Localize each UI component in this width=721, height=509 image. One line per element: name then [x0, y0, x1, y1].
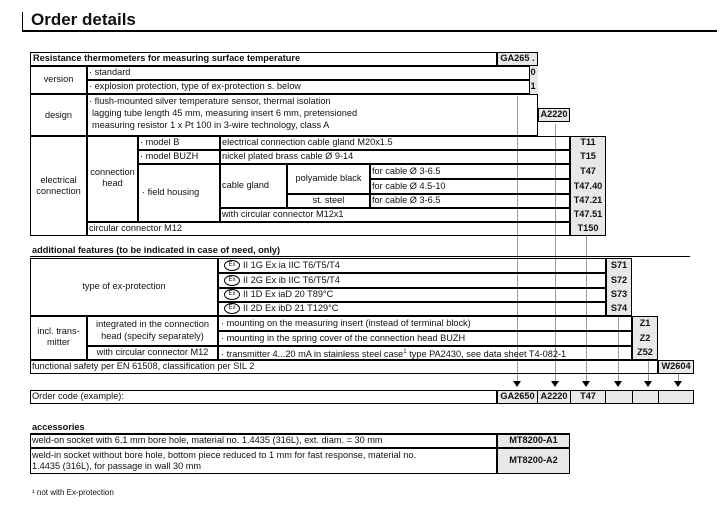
version-row	[87, 66, 530, 80]
el-code: T11	[580, 137, 596, 147]
order-code-value: GA2650	[500, 391, 535, 401]
trans-row-text: · transmitter 4...20 mA in stainless steel case	[221, 349, 404, 360]
safety-text: functional safety per EN 61508, classification per SIL 2	[32, 361, 255, 371]
order-code-value: T47	[580, 391, 596, 401]
design-line: · flush-mounted silver temperature sensor, thermal isolation	[89, 96, 331, 106]
trans-row-text: · mounting in the spring cover of the connection head BUZH	[221, 333, 466, 343]
accessory-code: MT8200-A2	[509, 455, 558, 465]
trans-row	[221, 347, 566, 360]
arrow-down-icon	[513, 381, 521, 387]
el-code: T47.21	[573, 195, 603, 205]
model-buzh-label: · model BUZH	[140, 151, 199, 161]
arrow-down-icon	[582, 381, 590, 387]
ex-code: S72	[610, 275, 628, 285]
order-code-cell	[605, 390, 633, 404]
polyamide-label: polyamide black	[295, 173, 362, 183]
el-row-text: with circular connector M12x1	[222, 209, 344, 219]
ex-row-text: II 2D Ex ibD 21 T129°C	[243, 303, 339, 313]
title-left-rule	[22, 12, 23, 32]
order-code-label: Order code (example):	[32, 391, 124, 401]
ex-row	[224, 260, 340, 271]
footnote-ref: 1	[403, 349, 407, 355]
transmitter-label: mitter	[47, 337, 70, 347]
ex-code: S73	[610, 289, 628, 299]
version-code: 1	[530, 81, 536, 91]
ex-row-text: II 1D Ex iaD 20 T89°C	[243, 289, 334, 299]
field-housing-label: · field housing	[142, 187, 200, 197]
trans-code: Z2	[639, 333, 651, 343]
main-header-label: Resistance thermometers for measuring surface temperature	[33, 53, 301, 63]
el-row-text: for cable Ø 3-6.5	[372, 166, 441, 176]
electrical-label: connection	[36, 186, 81, 196]
additional-heading: additional features (to be indicated in case of need, only)	[32, 245, 281, 255]
ex-row	[224, 303, 338, 314]
accessory-text: 1.4435 (316L), for passage in wall 30 mm	[32, 461, 202, 471]
accessory-code: MT8200-A1	[509, 435, 558, 445]
version-row-text: · explosion protection, type of ex-protection s. below	[89, 81, 301, 91]
ex-code: S74	[610, 303, 628, 313]
ex-symbol-icon: Ex	[224, 289, 240, 300]
design-code: A2220	[540, 109, 568, 119]
design-label: design	[44, 110, 73, 120]
ex-row-text: II 2G Ex ib IIC T6/T5/T4	[243, 275, 340, 285]
connection-head-label: connection	[90, 167, 135, 177]
connection-head-label: head	[102, 178, 123, 188]
accessory-text: weld-on socket with 6.1 mm bore hole, material no. 1.4435 (316L), ext. diam. = 30 mm	[32, 435, 383, 445]
trans-code: Z52	[637, 347, 653, 357]
el-code: T47.40	[573, 181, 603, 191]
main-header-code: GA265 .	[500, 53, 535, 63]
cable-gland-label: cable gland	[222, 180, 269, 190]
version-row-text: · standard	[89, 67, 131, 77]
ex-row	[224, 289, 333, 300]
el-row-text: electrical connection cable gland M20x1.5	[222, 137, 393, 147]
integrated-label: integrated in the connection	[96, 319, 209, 329]
el-code: T47.51	[573, 209, 603, 219]
el-code: T47	[580, 166, 596, 176]
additional-rule	[30, 256, 690, 257]
ex-symbol-icon: Ex	[224, 260, 240, 271]
el-code: T15	[580, 151, 596, 161]
ex-symbol-icon: Ex	[224, 275, 240, 286]
ex-row-text: II 1G Ex ia IIC T6/T5/T4	[243, 260, 340, 270]
ex-code: S71	[610, 260, 628, 270]
order-code-value: A2220	[540, 391, 568, 401]
el-row-text: for cable Ø 4.5-10	[372, 181, 446, 191]
title-rule	[22, 30, 717, 32]
version-code: 0	[530, 67, 536, 77]
ex-symbol-icon: Ex	[224, 303, 240, 314]
page-title: Order details	[31, 10, 136, 29]
trans-code: Z1	[639, 318, 651, 328]
safety-code: W2604	[661, 361, 691, 371]
design-line: lagging tube length 45 mm, measuring insert 6 mm, pretensioned	[92, 108, 358, 118]
el-code: T150	[577, 223, 599, 233]
with-connector-label: with circular connector M12	[96, 347, 209, 357]
transmitter-label: incl. trans-	[37, 326, 80, 336]
steel-label: st. steel	[312, 195, 345, 205]
arrow-down-icon	[551, 381, 559, 387]
accessory-text: weld-in socket without bore hole, bottom piece reduced to 1 mm for fast response, material no.	[32, 450, 417, 460]
trans-row-text: type PA2430, see data sheet T4-082-1	[406, 349, 567, 360]
exprot-label: type of ex-protection	[82, 281, 166, 291]
el-row-text: nickel plated brass cable Ø 9-14	[222, 151, 354, 161]
trans-row-text: · mounting on the measuring insert (instead of terminal block)	[221, 318, 471, 328]
el-row-text: circular connector M12	[89, 223, 182, 233]
model-b-label: · model B	[140, 137, 180, 147]
footnote: ¹ not with Ex-protection	[32, 488, 114, 497]
order-code-cell	[658, 390, 694, 404]
arrow-down-icon	[674, 381, 682, 387]
version-label: version	[43, 74, 74, 84]
order-code-cell	[632, 390, 659, 404]
arrow-down-icon	[614, 381, 622, 387]
el-row-text: for cable Ø 3-6.5	[372, 195, 441, 205]
accessories-heading: accessories	[32, 422, 85, 432]
electrical-label: electrical	[40, 175, 77, 185]
design-line: measuring resistor 1 x Pt 100 in 3-wire technology, class A	[92, 120, 330, 130]
integrated-label: head (specify separately)	[101, 331, 204, 341]
arrow-down-icon	[644, 381, 652, 387]
ex-row	[224, 275, 340, 286]
